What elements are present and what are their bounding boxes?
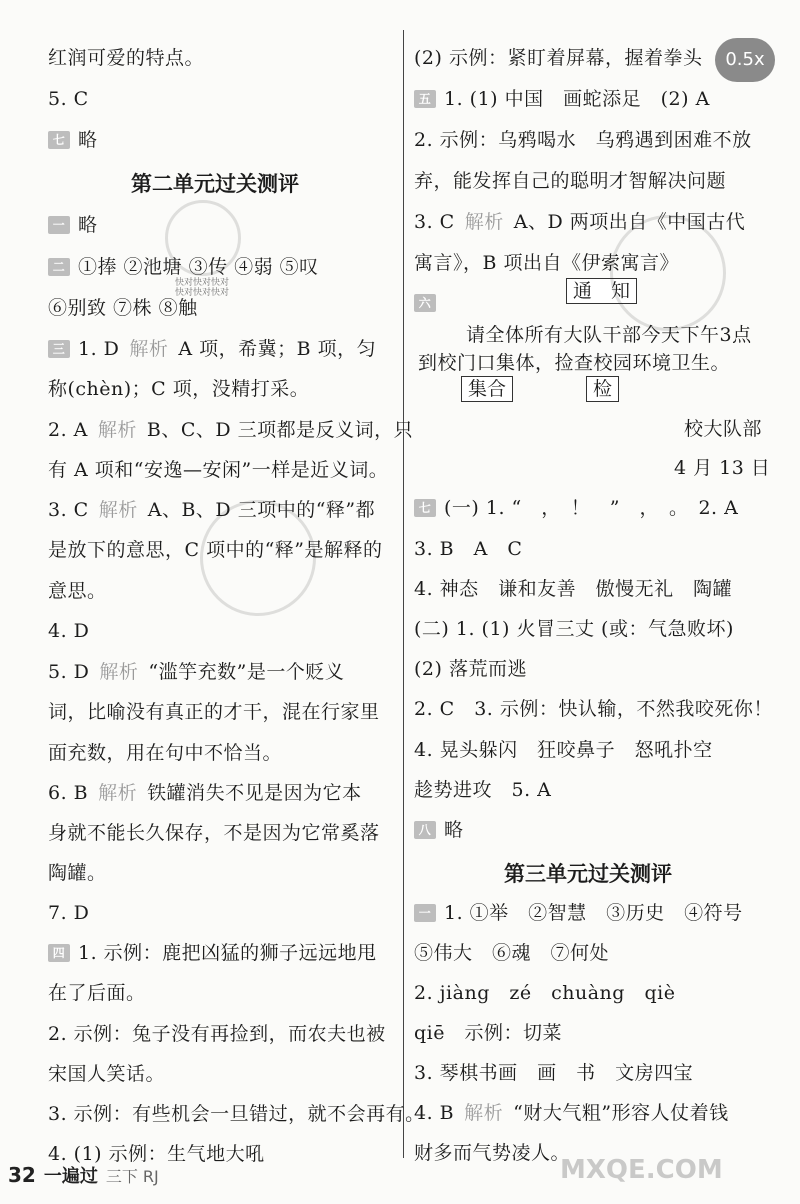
section-mark: 一 <box>414 904 436 922</box>
page-footer <box>8 1162 159 1188</box>
brand-logo: 一遍过 <box>43 1166 98 1187</box>
section-eight: 八 略 <box>414 817 464 843</box>
text-line: 2. 示例：乌鸦喝水 乌鸦遇到困难不放 <box>414 129 752 151</box>
text-line: 身就不能长久保存，不是因为它常奚落 <box>48 822 380 844</box>
text-line: (二) 1. (1) 火冒三丈 (或：气急败坏) <box>414 618 734 640</box>
text-line: 3. 示例：有些机会一旦错过，就不会再有。 <box>48 1103 425 1125</box>
watermark-stamp <box>165 200 241 276</box>
section-six <box>414 290 444 316</box>
text-line: ⑤伟大 ⑥魂 ⑦何处 <box>414 942 610 964</box>
answer-5-d: 5. D 解析 “滥竽充数”是一个贬义 <box>48 661 345 683</box>
section-mark: 八 <box>414 821 436 839</box>
text-line: 2. C 3. 示例：快认输，不然我咬死你！ <box>414 698 773 720</box>
answer-4: 4. D <box>48 620 90 642</box>
notice-body-1: 请全体所有大队干部今天下午3点 <box>466 324 752 346</box>
watermark-text: 快对快对快对 快对快对快对 <box>175 278 230 298</box>
text-line: 弃，能发挥自己的聪明才智解决问题 <box>414 170 727 192</box>
section-one: 一 略 <box>48 212 98 238</box>
section-mark: 四 <box>48 944 70 962</box>
text-line: 意思。 <box>48 580 107 602</box>
answer-3: 3. C 解析 A、B、D 三项中的“释”都 <box>48 499 376 521</box>
text-line: 4. 神态 谦和友善 傲慢无礼 陶罐 <box>414 578 733 600</box>
section-mark: 七 <box>48 131 70 149</box>
pinyin-line: qiē 示例：切菜 <box>414 1022 562 1044</box>
section-seven-q1: 七 (一) 1. “ ， ！ ” ， 。 2. A <box>414 495 738 521</box>
section-five-q1: 五 1. (1) 中国 画蛇添足 (2) A <box>414 86 710 112</box>
text-line: 是放下的意思，C 项中的“释”是解释的 <box>48 539 383 561</box>
text-line: 寓言》，B 项出自《伊索寓言》 <box>414 252 680 274</box>
page-number: 32 <box>8 1163 36 1187</box>
watermark-site: MXQE.COM <box>560 1155 723 1185</box>
correction-box-2: 检 <box>586 376 619 402</box>
text-line: 在了后面。 <box>48 982 146 1004</box>
text-line: 陶罐。 <box>48 862 107 884</box>
section-one-q1: 一 1. ①举 ②智慧 ③历史 ④符号 <box>414 900 743 926</box>
notice-signature: 校大队部 <box>684 418 763 440</box>
section-mark: 七 <box>414 499 436 517</box>
section-mark: 三 <box>48 340 70 358</box>
text-line: 4. 晃头躲闪 狂咬鼻子 怒吼扑空 <box>414 739 713 761</box>
section-three-q1: 三 1. D 解析 A 项，希冀；B 项，匀 <box>48 336 376 362</box>
section-seven: 七 略 <box>48 127 98 153</box>
answer-4-b: 4. B 解析 “财大气粗”形容人仗着钱 <box>414 1102 729 1124</box>
text-line: 宋国人笑话。 <box>48 1063 166 1085</box>
zoom-badge[interactable]: 0.5x <box>715 38 775 82</box>
grade-label: 三下 RJ <box>105 1167 159 1186</box>
text-line: 3. 琴棋书画 画 书 文房四宝 <box>414 1062 694 1084</box>
text-line: 财多而气势凌人。 <box>414 1142 571 1164</box>
correction-box-1: 集合 <box>461 376 513 402</box>
answer-5: 5. C <box>48 88 89 110</box>
text-line: 红润可爱的特点。 <box>48 47 205 69</box>
text-line: 有 A 项和“安逸—安闲”一样是近义词。 <box>48 459 389 481</box>
section-two: 二 ①捧 ②池塘 ③传 ④弱 ⑤叹 <box>48 254 319 280</box>
notice-date: 4 月 13 日 <box>674 457 771 479</box>
section-mark: 六 <box>414 294 436 312</box>
unit-two-heading: 第二单元过关测评 <box>131 172 299 196</box>
answer-7: 7. D <box>48 902 90 924</box>
column-divider <box>403 30 404 1158</box>
text-line: 称(chèn)；C 项，没精打采。 <box>48 378 310 400</box>
section-four-q1: 四 1. 示例：鹿把凶猛的狮子远远地甩 <box>48 940 377 966</box>
text-line: 词，比喻没有真正的才干，混在行家里 <box>48 701 380 723</box>
answer-2: 2. A 解析 B、C、D 三项都是反义词，只 <box>48 419 414 441</box>
text-line: 4. (1) 示例：生气地大吼 <box>48 1143 265 1165</box>
text-line: 2. 示例：兔子没有再捡到，而农夫也被 <box>48 1023 386 1045</box>
section-mark: 二 <box>48 258 70 276</box>
watermark-circle <box>610 215 726 331</box>
text-line: (2) 示例：紧盯着屏幕，握着拳头 <box>414 47 703 69</box>
answer-3-c: 3. C 解析 A、D 两项出自《中国古代 <box>414 211 746 233</box>
text-line: ⑥别致 ⑦株 ⑧触 <box>48 297 198 319</box>
pinyin-line: 2. jiàng zé chuàng qiè <box>414 982 676 1004</box>
watermark-circle <box>200 500 316 616</box>
text-line: 3. B A C <box>414 538 523 560</box>
text-line: 面充数，用在句中不恰当。 <box>48 742 283 764</box>
section-mark: 五 <box>414 90 436 108</box>
section-mark: 一 <box>48 216 70 234</box>
text-line: (2) 落荒而逃 <box>414 658 527 680</box>
text-line: 趁势进攻 5. A <box>414 779 552 801</box>
notice-title-box: 通 知 <box>566 278 637 304</box>
unit-three-heading: 第三单元过关测评 <box>504 862 672 886</box>
notice-body-2: 到校门口集体，捡查校园环境卫生。 <box>418 352 731 374</box>
answer-6: 6. B 解析 铁罐消失不见是因为它本 <box>48 782 362 804</box>
